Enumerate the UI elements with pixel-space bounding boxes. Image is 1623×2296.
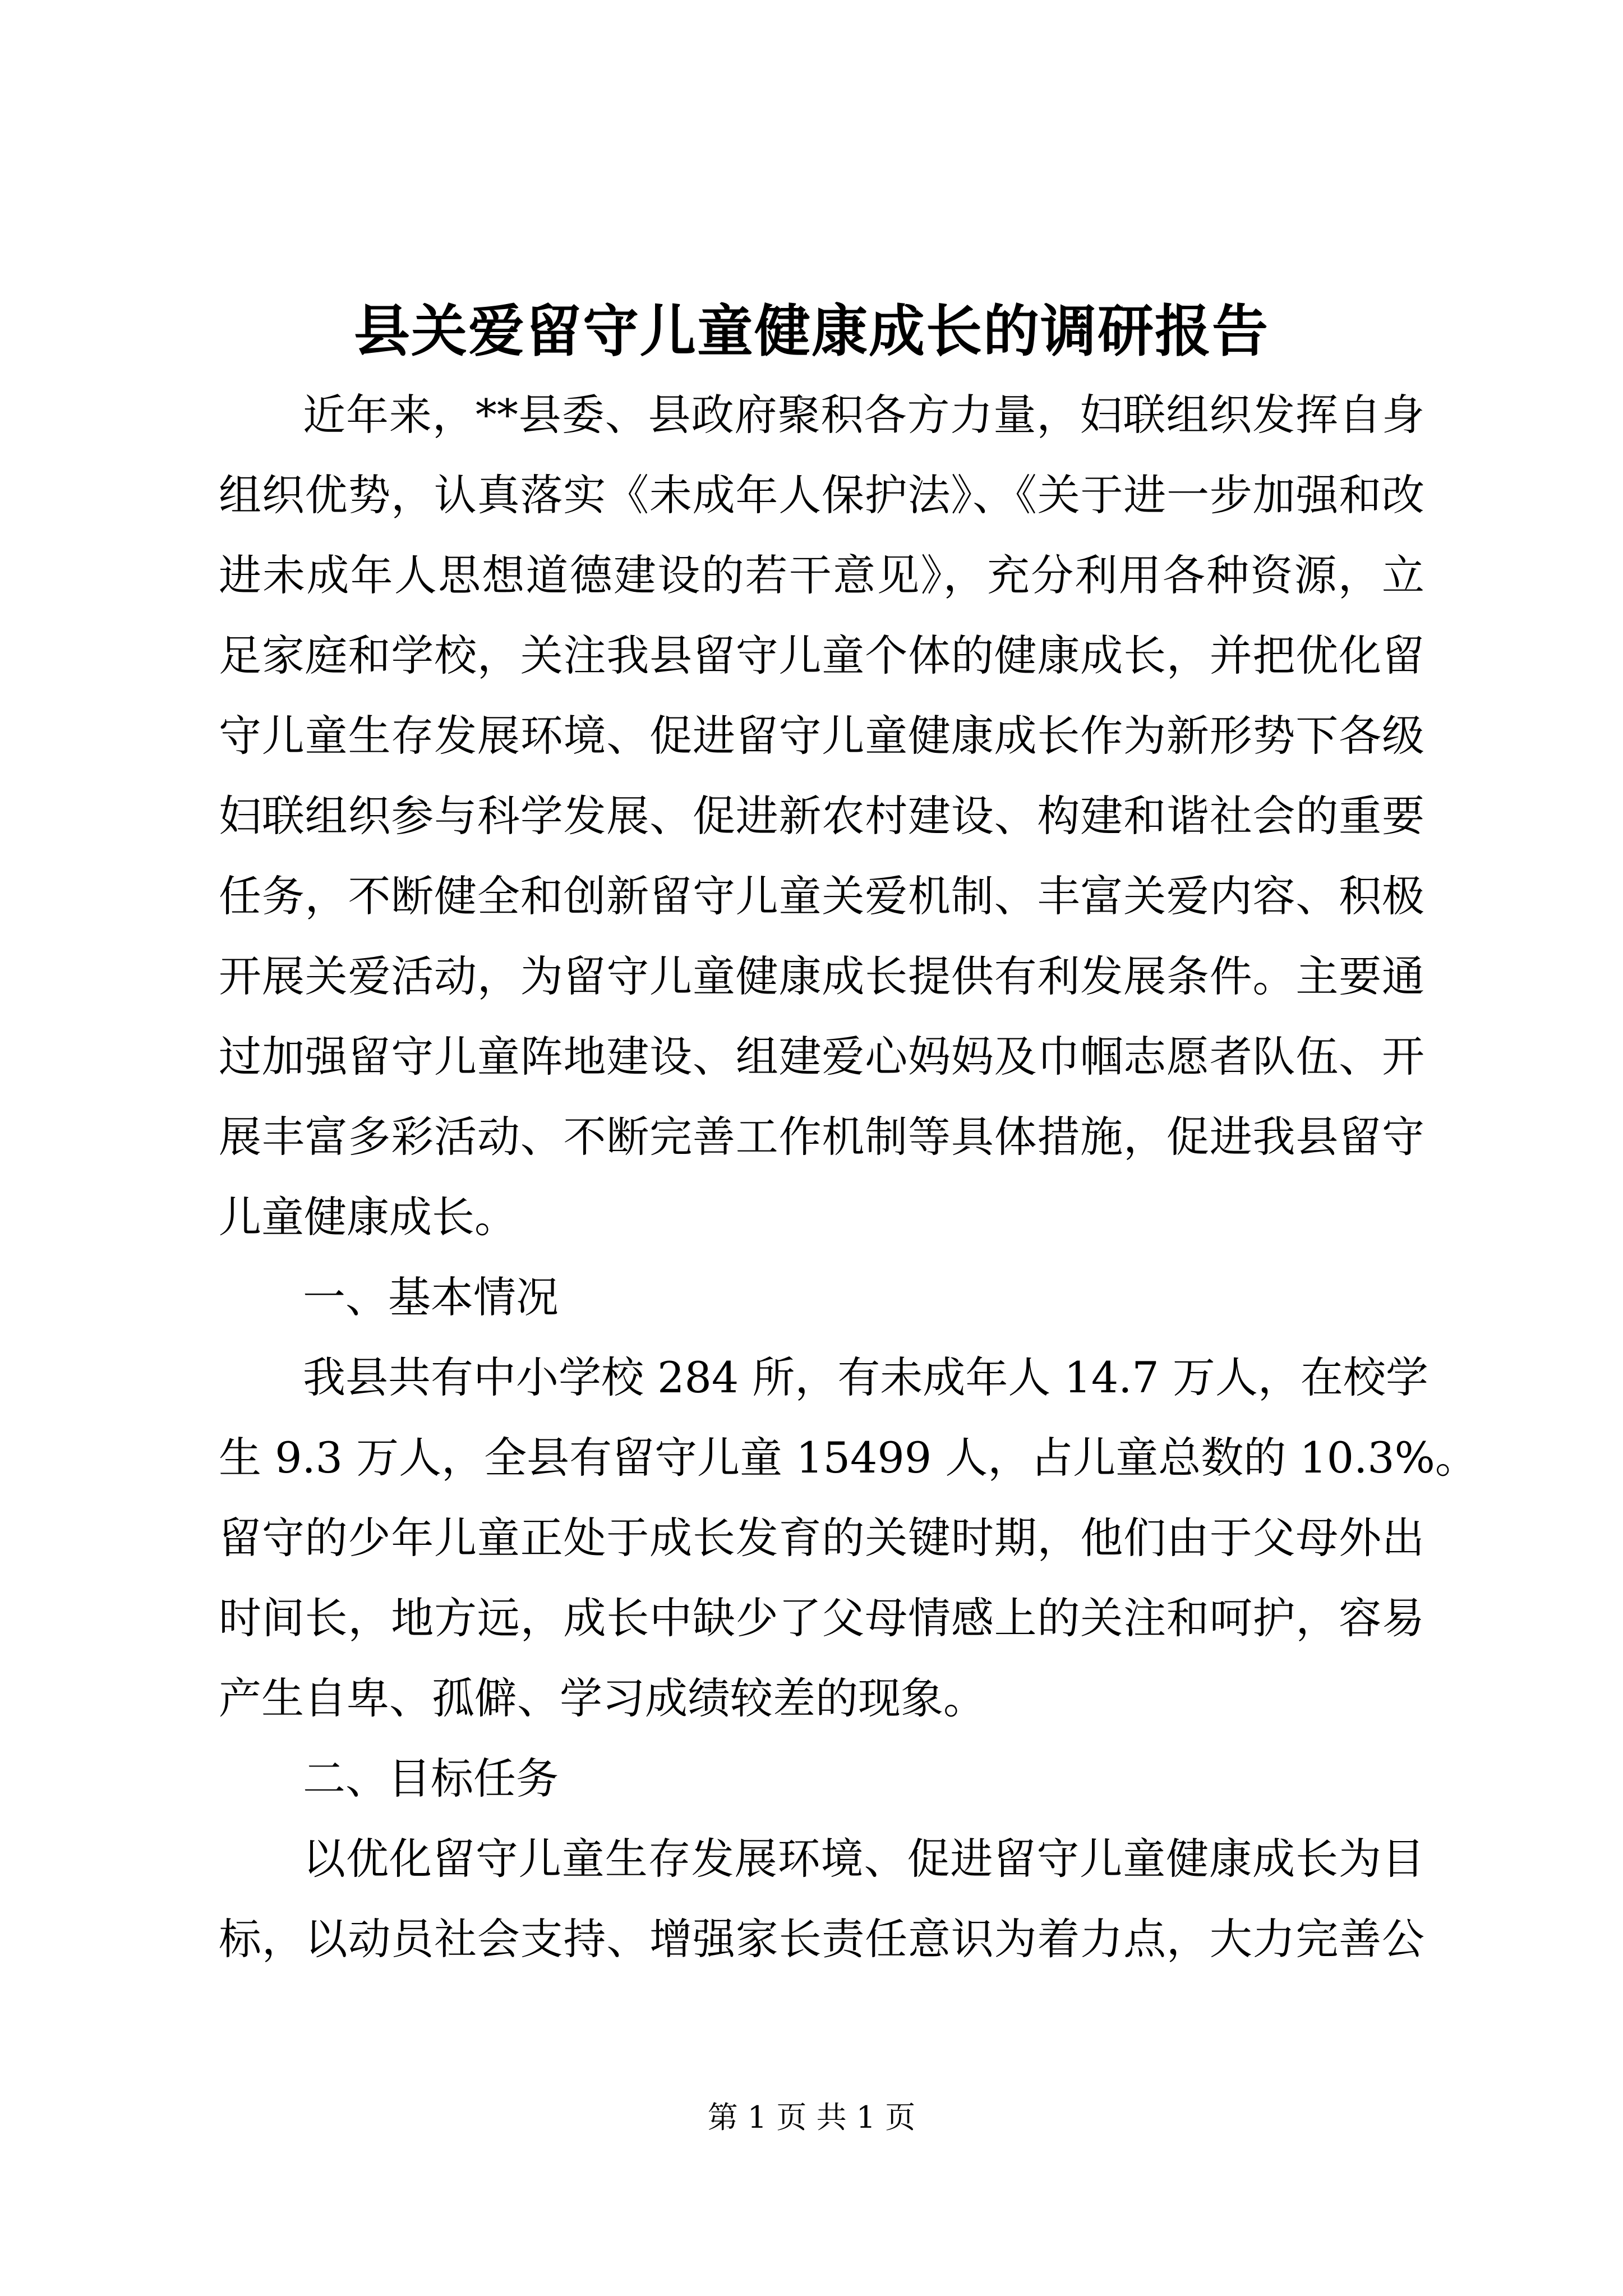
paragraph-line: 儿童健康成长。 [219,1192,517,1242]
paragraph-line: 进未成年人思想道德建设的若干意见》，充分利用各种资源，立 [219,550,1424,600]
page-number-footer: 第 1 页 共 1 页 [707,2100,916,2135]
paragraph-line: 足家庭和学校，关注我县留守儿童个体的健康成长，并把优化留 [219,631,1424,680]
section-heading-goals-tasks: 二、目标任务 [303,1754,559,1803]
paragraph-line: 组织优势，认真落实《未成年人保护法》、《关于进一步加强和改 [219,470,1424,520]
paragraph-line: 守儿童生存发展环境、促进留守儿童健康成长作为新形势下各级 [219,711,1424,761]
paragraph-line: 开展关爱活动，为留守儿童健康成长提供有利发展条件。主要通 [219,951,1424,1001]
paragraph-line: 产生自卑、孤僻、学习成绩较差的现象。 [219,1673,986,1723]
paragraph-line: 任务，不断健全和创新留守儿童关爱机制、丰富关爱内容、积极 [219,871,1424,921]
paragraph-line: 近年来，**县委、县政府聚积各方力量，妇联组织发挥自身 [303,390,1424,440]
paragraph-line: 我县共有中小学校 284 所，有未成年人 14.7 万人，在校学 [303,1352,1428,1402]
paragraph-line: 标，以动员社会支持、增强家长责任意识为着力点，大力完善公 [219,1914,1424,1964]
section-heading-basic-situation: 一、基本情况 [303,1272,559,1322]
paragraph-line: 过加强留守儿童阵地建设、组建爱心妈妈及巾帼志愿者队伍、开 [219,1032,1424,1082]
paragraph-line: 时间长，地方远，成长中缺少了父母情感上的关注和呵护，容易 [219,1593,1424,1643]
paragraph-line: 以优化留守儿童生存发展环境、促进留守儿童健康成长为目 [303,1834,1424,1884]
paragraph-line: 妇联组织参与科学发展、促进新农村建设、构建和谐社会的重要 [219,791,1424,841]
paragraph-line: 留守的少年儿童正处于成长发育的关键时期，他们由于父母外出 [219,1513,1424,1563]
paragraph-line: 生 9.3 万人，全县有留守儿童 15499 人，占儿童总数的 10.3%。 [219,1433,1478,1483]
paragraph-line: 展丰富多彩活动、不断完善工作机制等具体措施，促进我县留守 [219,1112,1424,1162]
document-title: 县关爱留守儿童健康成长的调研报告 [354,298,1269,364]
